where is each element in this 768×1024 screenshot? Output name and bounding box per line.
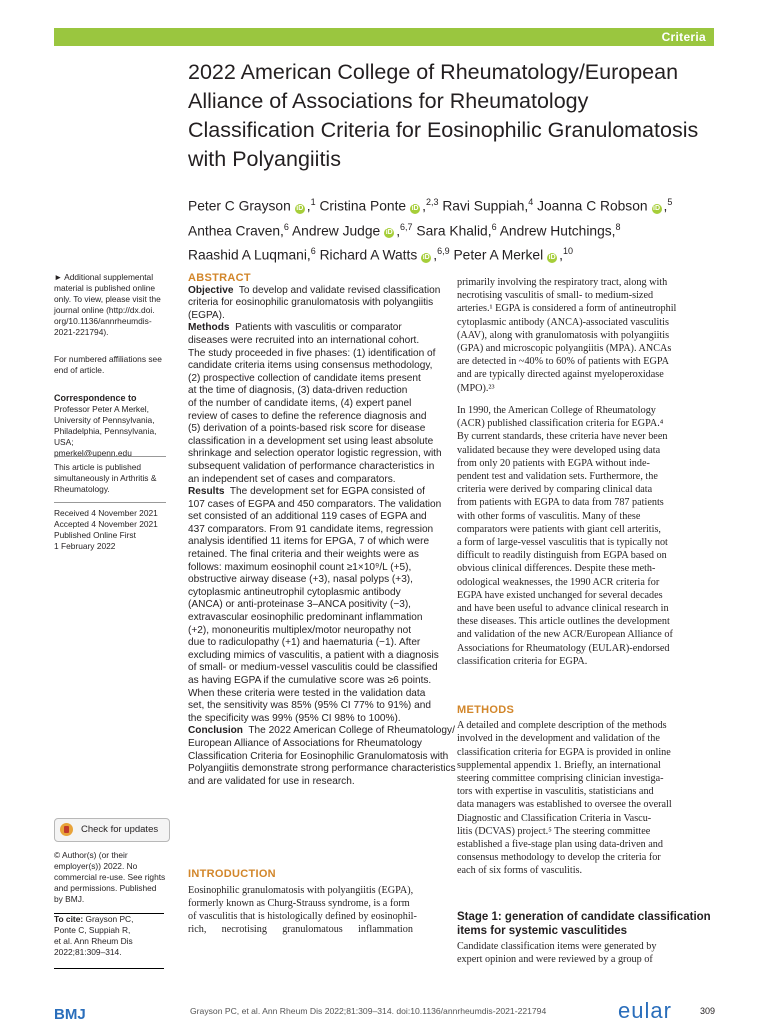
cite-box	[54, 913, 164, 969]
affiliation-sup: 10	[563, 246, 574, 257]
text-line: steering committee comprising clinician investiga-	[457, 773, 664, 785]
text-line: and validation of the new ACR/European Alliance of	[457, 629, 673, 641]
text-line: litis (DCVAS) project.⁵ The steering committee	[457, 825, 651, 837]
separator: ,	[487, 223, 492, 239]
author-line	[188, 241, 728, 266]
abstract-text: set consisted of an additional 119 cases of EGPA and	[188, 511, 427, 523]
author-name[interactable]: Andrew Hutchings	[499, 223, 612, 239]
date-line: Accepted 4 November 2021	[54, 519, 158, 529]
abstract-line	[188, 738, 444, 751]
text-line: tors with expertise in vasculitis, statisticians and	[457, 786, 654, 798]
abstract-line	[188, 637, 444, 650]
abstract-line	[188, 310, 444, 323]
cite-line	[54, 936, 162, 947]
date-line: 1 February 2022	[54, 541, 116, 551]
methods-section	[457, 704, 715, 878]
abstract-text: analysis identified 11 items for EPGA, 7 of which were	[188, 536, 430, 548]
abstract-text: diseases were recruited into an international cohort.	[188, 334, 420, 346]
affiliation-sup: 6,7	[400, 221, 413, 232]
cite-line	[54, 914, 162, 925]
abstract-subheading: Methods	[188, 322, 230, 334]
bmj-logo: BMJ	[54, 1006, 86, 1023]
abstract-line	[188, 725, 455, 738]
abstract-text: (2) prospective collection of candidate items present	[188, 372, 421, 384]
affiliations-note	[54, 354, 166, 376]
note-line: org/10.1136/annrheumdis-	[54, 316, 152, 326]
abstract-line	[188, 448, 444, 461]
cite-text: et al. Ann Rheum Dis	[54, 936, 133, 946]
article-title	[188, 58, 728, 174]
note-line: employer(s)) 2022. No	[54, 861, 138, 871]
abstract-text: Patients with vasculitis or comparator	[229, 322, 402, 334]
abstract-line	[188, 688, 444, 701]
abstract-text: the specificity was 99% (95% CI 98% to 100%).	[188, 712, 401, 724]
text-line: difficult to readily distinguish from EGPA based on	[457, 550, 667, 562]
text-line: arteries.¹ EGPA is considered a form of antineutrophil	[457, 303, 677, 315]
abstract-text: review of cases to define the reference diagnosis and	[188, 410, 427, 422]
abstract-text: an independent set of cases and comparators.	[188, 473, 396, 485]
abstract-text: (5) derivation of a points-based risk score for disease	[188, 423, 426, 435]
text-line: obvious clinical differences. Despite these meth-	[457, 563, 656, 575]
abstract-text: 107 cases of EGPA and 450 comparators. The validation	[188, 498, 442, 510]
abstract-text: The development set for EGPA consisted of	[224, 486, 425, 498]
stage1-body	[457, 940, 715, 966]
abstract-line	[188, 423, 444, 436]
text-line: from only 20 patients with EGPA without inde-	[457, 457, 650, 469]
text-line: (ACR) published classification criteria for EGPA.⁴	[457, 418, 664, 430]
separator: ,	[524, 198, 529, 214]
author-list	[188, 192, 728, 266]
abstract-text: (EGPA).	[188, 309, 225, 321]
note-line: For numbered affiliations see	[54, 354, 162, 364]
abstract-line	[188, 297, 444, 310]
abstract-text: follows: maximum eosinophil count ≥1×10⁹/L (+5),	[188, 561, 412, 573]
orcid-icon[interactable]: iD	[548, 253, 556, 261]
divider	[54, 456, 166, 457]
abstract-text: When these criteria were tested in the validation data	[188, 687, 426, 699]
text-line: consensus methodology to develop the criteria for	[457, 852, 661, 864]
affiliation-sup: 6	[491, 221, 497, 232]
author-name[interactable]: Anthea Craven	[188, 223, 281, 239]
heading-line: Stage 1: generation of candidate classification	[457, 911, 711, 923]
footer-citation: Grayson PC, et al. Ann Rheum Dis 2022;81:309–314. doi:10.1136/annrheumdis-2021-221794	[190, 1006, 547, 1016]
note-line: simultaneously in Arthritis &	[54, 473, 157, 483]
abstract-line	[188, 750, 449, 764]
orcid-icon[interactable]: iD	[296, 204, 304, 212]
cite-line	[54, 925, 162, 936]
abstract-line	[188, 348, 444, 361]
abstract-line	[188, 385, 444, 398]
abstract-line	[188, 373, 444, 386]
divider	[54, 502, 166, 503]
abstract-line	[188, 675, 444, 688]
abstract-line	[188, 398, 444, 411]
cite-label: To cite:	[54, 914, 84, 924]
text-line: (GPA) and microscopic polyangiitis (MPA). ANCAs	[457, 343, 672, 355]
intro-continued	[457, 276, 715, 395]
abstract-text: 437 comparators. From 91 candidate items, regression	[188, 523, 434, 535]
title-line: 2022 American College of Rheumatology/European	[188, 60, 679, 84]
text-line: odological weaknesses, the 1990 ACR criteria for	[457, 576, 660, 588]
orcid-icon[interactable]: iD	[411, 204, 419, 212]
abstract-text: candidate criteria items using consensus methodology,	[188, 360, 433, 372]
email-link[interactable]: pmerkel@upenn.edu	[54, 448, 132, 458]
abstract-line	[188, 599, 444, 612]
abstract-text: European Alliance of Associations for Rheumatology	[188, 737, 422, 749]
abstract-line	[188, 486, 444, 499]
text-line: with other forms of vasculitis. Many of these	[457, 510, 641, 522]
text-line: necrotising vasculitis of small- to medium-sized	[457, 290, 654, 302]
abstract-line	[188, 549, 444, 562]
methods-heading: METHODS	[457, 704, 515, 716]
abstract-text: obstructive airway disease (+3), nasal polyps (+3),	[188, 574, 413, 586]
text-line: EGPA have existed unchanged for several decades	[457, 589, 663, 601]
note-line: University of Pennsylvania,	[54, 415, 155, 425]
text-line: Eosinophilic granulomatosis with polyangiitis (EGPA),	[188, 884, 414, 896]
affiliation-sup: 5	[667, 197, 673, 207]
abstract-line	[188, 625, 444, 638]
text-line: data managers was established to oversee the overall	[457, 799, 672, 811]
note-line: Professor Peter A Merkel,	[54, 404, 149, 414]
copyright	[54, 850, 166, 905]
affiliation-sup: 8	[615, 221, 621, 232]
text-line: By current standards, these criteria have never been	[457, 431, 668, 443]
text-line: each of six forms of vasculitis.	[457, 865, 583, 877]
text-line: these diseases. This article outlines the development	[457, 616, 670, 628]
abstract-text: The study proceeded in five phases: (1) identification of	[188, 347, 436, 359]
separator: ,	[611, 223, 616, 239]
abstract-text: shrinkage and selection operator logistic regression, with	[188, 448, 442, 460]
abstract-line	[188, 650, 444, 663]
affiliation-sup: 6,9	[437, 246, 450, 257]
dates	[54, 508, 166, 552]
abstract-line	[188, 562, 444, 575]
check-for-updates-label: Check for updates	[81, 824, 159, 835]
abstract-text: of the number of candidate items, (4) expert panel	[188, 397, 412, 409]
text-line: formerly known as Churg-Strauss syndrome, is a form	[188, 897, 410, 909]
note-line: Philadelphia, Pennsylvania, USA;	[54, 426, 157, 447]
abstract-line	[188, 285, 444, 298]
page-number: 309	[700, 1006, 716, 1016]
text-line: In 1990, the American College of Rheumatology	[457, 405, 656, 416]
abstract-text: Classification Criteria for Eosinophilic Granulomatosis with	[188, 750, 449, 762]
abstract-line	[188, 474, 444, 487]
author-name[interactable]: Andrew Judge	[291, 223, 381, 239]
abstract-subheading: Objective	[188, 284, 234, 296]
abstract-line	[188, 524, 444, 537]
affiliation-sup: 2,3	[425, 197, 439, 207]
abstract-line	[188, 322, 444, 335]
text-line: involved in the development and validation of the	[457, 733, 660, 745]
abstract-text: as having EGPA if the cumulative score was ≥6 points.	[188, 675, 432, 686]
abstract-line	[188, 499, 444, 512]
author-name[interactable]: Peter C Grayson	[188, 198, 291, 214]
abstract-line	[188, 587, 444, 600]
text-line: (MPO).²³	[457, 382, 495, 394]
abstract-subheading: Conclusion	[188, 725, 243, 737]
abstract-line	[188, 411, 444, 424]
author-line	[188, 217, 728, 242]
author-name[interactable]: Cristina Ponte	[319, 198, 407, 214]
text-line: (AAV), along with granulomatosis with polyangiitis	[457, 329, 670, 341]
heading-line: items for systemic vasculitides	[457, 925, 628, 937]
eular-logo: eular	[618, 998, 672, 1023]
title-line: with Polyangiitis	[188, 147, 341, 171]
separator: ,	[663, 198, 668, 214]
separator: ,	[306, 198, 311, 214]
abstract-line	[188, 662, 444, 675]
abstract-line	[188, 335, 444, 348]
abstract-text: criteria for eosinophilic granulomatosis with polyangiitis	[188, 297, 434, 309]
author-name[interactable]: Sara Khalid	[416, 223, 488, 239]
note-line: Rheumatology.	[54, 484, 110, 494]
note-line: ► Additional supplemental	[54, 272, 154, 282]
separator: ,	[306, 247, 311, 263]
text-line: from patients with EGPA to data from 787 patients	[457, 497, 664, 509]
abstract-line	[188, 776, 444, 789]
simultaneous-note	[54, 462, 166, 495]
affiliation-sup: 1	[310, 197, 316, 207]
introduction	[188, 868, 444, 937]
author-name[interactable]: Richard A Watts	[319, 247, 418, 263]
affiliation-sup: 6	[310, 246, 316, 257]
affiliation-sup: 6	[283, 221, 289, 232]
abstract-subheading: Results	[188, 486, 225, 498]
text-line: established a five-stage plan using data-driven and	[457, 839, 663, 851]
text-line: expert opinion and were reviewed by a group of	[457, 954, 653, 966]
note-line: end of article.	[54, 365, 105, 375]
author-line	[188, 192, 728, 217]
text-line: a form of large-vessel vasculitis that is typically not	[457, 537, 668, 549]
note-line: material is published online	[54, 283, 156, 293]
text-line: Diagnostic and Classification Criteria in Vascu-	[457, 812, 652, 824]
cite-text: 2022;81:309–314.	[54, 947, 122, 957]
abstract-text: classification in a development set using least absolute	[188, 435, 434, 447]
text-line: pendent test and validation sets. Furthermore, the	[457, 471, 658, 483]
text-line: of vasculitis that is histologically defined by eosinophil-	[188, 910, 417, 922]
abstract-line	[188, 536, 444, 549]
abstract-line	[188, 511, 444, 524]
abstract-line	[188, 763, 456, 776]
intro-paragraph-2	[457, 404, 715, 668]
check-for-updates-button[interactable]	[54, 818, 170, 842]
title-line: Alliance of Associations for Rheumatology	[188, 89, 589, 113]
abstract-line	[188, 574, 444, 587]
abstract-line	[188, 612, 444, 625]
abstract-text: subsequent validation of performance characteristics in	[188, 460, 435, 472]
abstract-text: due to radiculopathy (+1) and haematuria (−1). After	[188, 637, 421, 649]
abstract-text: cytoplasmic antineutrophil cytoplasmic antibody	[188, 586, 401, 598]
text-line: are detected in ~40% to 60% of patients with EGPA	[457, 356, 669, 368]
supplemental-note	[54, 272, 166, 338]
separator: ,	[433, 247, 438, 263]
text-line: and are typically directed against myeloperoxidase	[457, 369, 664, 381]
abstract-text: of small- or medium-vessel vasculitis could be classified	[188, 662, 438, 674]
abstract-text: extravascular eosinophilic predominant inflammation	[188, 612, 423, 624]
author-name[interactable]: Ravi Suppiah	[442, 198, 525, 214]
date-line: Received 4 November 2021	[54, 508, 158, 518]
abstract-line	[188, 700, 444, 713]
abstract-text: excluding mimics of vasculitis, a patient with a diagnosis	[188, 649, 439, 661]
title-line: Classification Criteria for Eosinophilic Granulomatosis	[188, 118, 699, 142]
note-line: and permissions. Published	[54, 883, 157, 893]
correspondence	[54, 392, 166, 459]
text-line: and have been useful to advance clinical research in	[457, 603, 669, 615]
orcid-icon[interactable]: iD	[422, 253, 430, 261]
text-line: criteria were derived by comparing clinical data	[457, 484, 653, 496]
section-bar	[54, 28, 714, 46]
abstract-text: set, the sensitivity was 85% (95% CI 77% to 91%) and	[188, 700, 431, 712]
separator: ,	[422, 198, 426, 214]
text-line: classification criteria for EGPA.	[457, 655, 588, 667]
date-line: Published Online First	[54, 530, 136, 540]
text-line: validated because they were developed using data	[457, 444, 661, 456]
orcid-icon[interactable]: iD	[385, 229, 393, 237]
abstract-heading: ABSTRACT	[188, 272, 251, 284]
abstract-line	[188, 360, 444, 373]
text-line: primarily involving the respiratory tract, along with	[457, 277, 668, 288]
orcid-icon[interactable]: iD	[653, 204, 661, 212]
abstract-line	[188, 713, 444, 726]
stage1-heading	[457, 910, 715, 938]
note-line: commercial re-use. See rights	[54, 872, 166, 882]
abstract-text: at the time of diagnosis, (3) data-driven reduction	[188, 385, 408, 397]
crossmark-icon	[60, 823, 73, 836]
text-line: Associations for Rheumatology (EULAR)-endorsed	[457, 642, 670, 654]
abstract-text: retained. The final criteria and their weights were as	[188, 549, 419, 561]
abstract	[188, 272, 456, 788]
note-line: 2021-221794).	[54, 327, 109, 337]
cite-text: Ponte C, Suppiah R,	[54, 925, 131, 935]
note-line: journal online (http://dx.doi.	[54, 305, 155, 315]
cite-text: Grayson PC,	[83, 914, 134, 924]
note-line: only. To view, please visit the	[54, 294, 161, 304]
abstract-line	[188, 436, 444, 449]
note-line: This article is published	[54, 462, 142, 472]
separator: ,	[280, 223, 284, 239]
text-line: Candidate classification items were generated by	[457, 941, 657, 952]
text-line: classification criteria for EGPA is provided in online	[457, 746, 671, 758]
abstract-text: The 2022 American College of Rheumatology/	[242, 725, 455, 737]
author-name[interactable]: Joanna C Robson	[537, 198, 648, 214]
author-name[interactable]: Raashid A Luqmani	[188, 247, 307, 263]
abstract-line	[188, 461, 444, 474]
correspondence-heading: Correspondence to	[54, 393, 137, 403]
note-line: by BMJ.	[54, 894, 85, 904]
separator: ,	[559, 247, 564, 263]
text-line: comparators were patients with giant cell arteritis,	[457, 523, 661, 535]
abstract-text: Polyangiitis demonstrate strong performance characteristics	[188, 763, 456, 775]
author-name[interactable]: Peter A Merkel	[453, 247, 544, 263]
introduction-heading: INTRODUCTION	[188, 868, 276, 880]
section-tag: Criteria	[661, 30, 706, 44]
text-line: supplemental appendix 1. Briefly, an international	[457, 759, 661, 771]
affiliation-sup: 4	[528, 197, 534, 207]
cite-line	[54, 947, 162, 958]
text-line: A detailed and complete description of the methods	[457, 720, 667, 732]
abstract-text: (+2), mononeuritis multiplex/motor neuropathy not	[188, 624, 412, 636]
separator: ,	[396, 223, 401, 239]
abstract-text: and are validated for use in research.	[188, 775, 355, 787]
note-line: © Author(s) (or their	[54, 850, 128, 860]
abstract-text: To develop and validate revised classification	[233, 284, 441, 296]
text-line: rich, necrotising granulomatous inflammation	[188, 923, 413, 935]
abstract-text: (ANCA) or anti-proteinase 3–ANCA positivity (−3),	[188, 599, 411, 611]
text-line: cytoplasmic antibody (ANCA)-associated vasculitis	[457, 316, 669, 328]
